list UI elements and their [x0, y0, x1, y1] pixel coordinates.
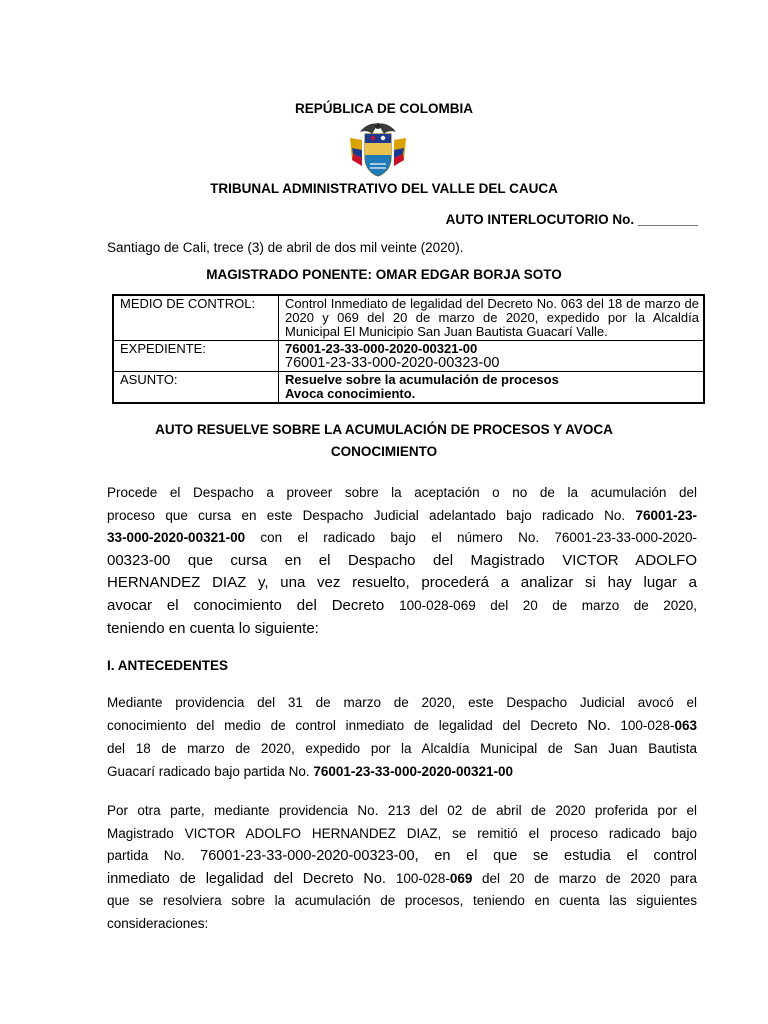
paragraph-line: que se resolviera sobre la acumulación de procesos, teniendo en cuenta las siguientes	[107, 893, 697, 909]
expediente-label: EXPEDIENTE:	[113, 341, 279, 372]
text-run: 100-028-	[610, 718, 675, 733]
asunto-label: ASUNTO:	[113, 372, 279, 404]
country-heading: REPÚBLICA DE COLOMBIA	[295, 101, 473, 116]
medio-label: MEDIO DE CONTROL:	[113, 295, 279, 341]
asunto-value	[279, 372, 705, 404]
paragraph-line: HERNANDEZ DIAZ y, una vez resuelto, procederá a analizar si hay lugar a	[107, 574, 697, 592]
expediente-number-2: 76001-23-33-000-2020-00323-00	[285, 355, 500, 371]
paragraph-line	[107, 868, 697, 891]
auto-title-line-2: CONOCIMIENTO	[330, 444, 438, 459]
table-row	[113, 341, 704, 372]
paragraph-intro	[107, 482, 697, 640]
text-run: No.	[587, 717, 611, 734]
paragraph-line	[107, 714, 697, 737]
text-run: partida No.	[107, 848, 201, 864]
colombia-coat-of-arms-icon	[346, 120, 410, 178]
date-line: Santiago de Cali, trece (3) de abril de dos mil veinte (2020).	[107, 240, 464, 255]
radicado-bold: 76001-23-33-000-2020-00321-00	[313, 764, 514, 779]
paragraph-line: teniendo en cuenta lo siguiente:	[107, 619, 319, 637]
paragraph-line: 00323-00 que cursa en el Despacho del Magistrado VICTOR ADOLFO	[107, 551, 697, 569]
text-run: inmediato de legalidad del Decreto No.	[107, 870, 396, 887]
radicado-bold: 76001-23-	[635, 507, 697, 523]
radicado-bold: 33-000-2020-00321-00	[107, 530, 246, 546]
text-run: del 20 de marzo de 2020 para	[472, 870, 697, 886]
paragraph-line: Magistrado VICTOR ADOLFO HERNANDEZ DIAZ, se remitió el proceso radicado bajo	[107, 825, 697, 841]
paragraph-line	[107, 760, 697, 783]
table-row	[113, 295, 704, 341]
paragraph-line: consideraciones:	[107, 915, 209, 931]
paragraph-line	[107, 527, 697, 550]
text-run: conocimiento del medio de control inmediato de legalidad del Decreto	[107, 718, 588, 733]
section-title: I. ANTECEDENTES	[107, 658, 229, 673]
expediente-number-1: 76001-23-33-000-2020-00321-00	[285, 341, 478, 356]
magistrate-heading: MAGISTRADO PONENTE: OMAR EDGAR BORJA SOTO	[206, 267, 562, 282]
paragraph-line: del 18 de marzo de 2020, expedido por la Alcaldía Municipal de San Juan Bautista	[107, 741, 697, 756]
text-run: Guacarí radicado bajo partida No.	[107, 764, 314, 779]
medio-value: Control Inmediato de legalidad del Decreto No. 063 del 18 de marzo de 2020 y 069 del 20 de marzo de 2020, expedido por la Alcaldía Municipal El Municipio San Juan Bautista Guacarí Valle.	[279, 295, 705, 341]
paragraph-line: Procede el Despacho a proveer sobre la aceptación o no de la acumulación del	[107, 485, 697, 500]
paragraph-line: Mediante providencia del 31 de marzo de 2020, este Despacho Judicial avocó el	[107, 695, 697, 710]
text-run: 100-028-	[395, 870, 450, 886]
text-run: 100-028-069 del 20 de marzo de 2020,	[399, 597, 697, 613]
asunto-line-1: Resuelve sobre la acumulación de procesos	[285, 372, 559, 387]
case-info-table	[112, 294, 705, 404]
text-run: proceso que cursa en este Despacho Judicial adelantado bajo radicado No.	[107, 507, 636, 523]
text-run: 76001-23-33-000-2020-00323-00, en el que se estudia el control	[200, 848, 697, 865]
auto-number: AUTO INTERLOCUTORIO No. ________	[445, 212, 698, 227]
asunto-line-2: Avoca conocimiento.	[285, 386, 416, 401]
table-row	[113, 372, 704, 404]
paragraph-line	[107, 595, 697, 618]
decree-number-bold: 063	[674, 718, 697, 733]
court-heading: TRIBUNAL ADMINISTRATIVO DEL VALLE DEL CAUCA	[210, 181, 558, 196]
paragraph-line	[107, 505, 697, 528]
text-run: con el radicado bajo el número No. 76001-23-33-000-2020-	[245, 530, 697, 546]
paragraph-line: Por otra parte, mediante providencia No. 213 del 02 de abril de 2020 proferida por el	[107, 803, 697, 818]
expediente-value	[279, 341, 705, 372]
paragraph-line	[107, 845, 697, 868]
paragraph-antecedentes-1	[107, 691, 697, 783]
auto-title-line-1: AUTO RESUELVE SOBRE LA ACUMULACIÓN DE PROCESOS Y AVOCA	[155, 422, 613, 437]
decree-number-bold: 069	[449, 870, 473, 886]
text-run: avocar el conocimiento del Decreto	[107, 596, 400, 614]
paragraph-antecedentes-2	[107, 800, 697, 936]
